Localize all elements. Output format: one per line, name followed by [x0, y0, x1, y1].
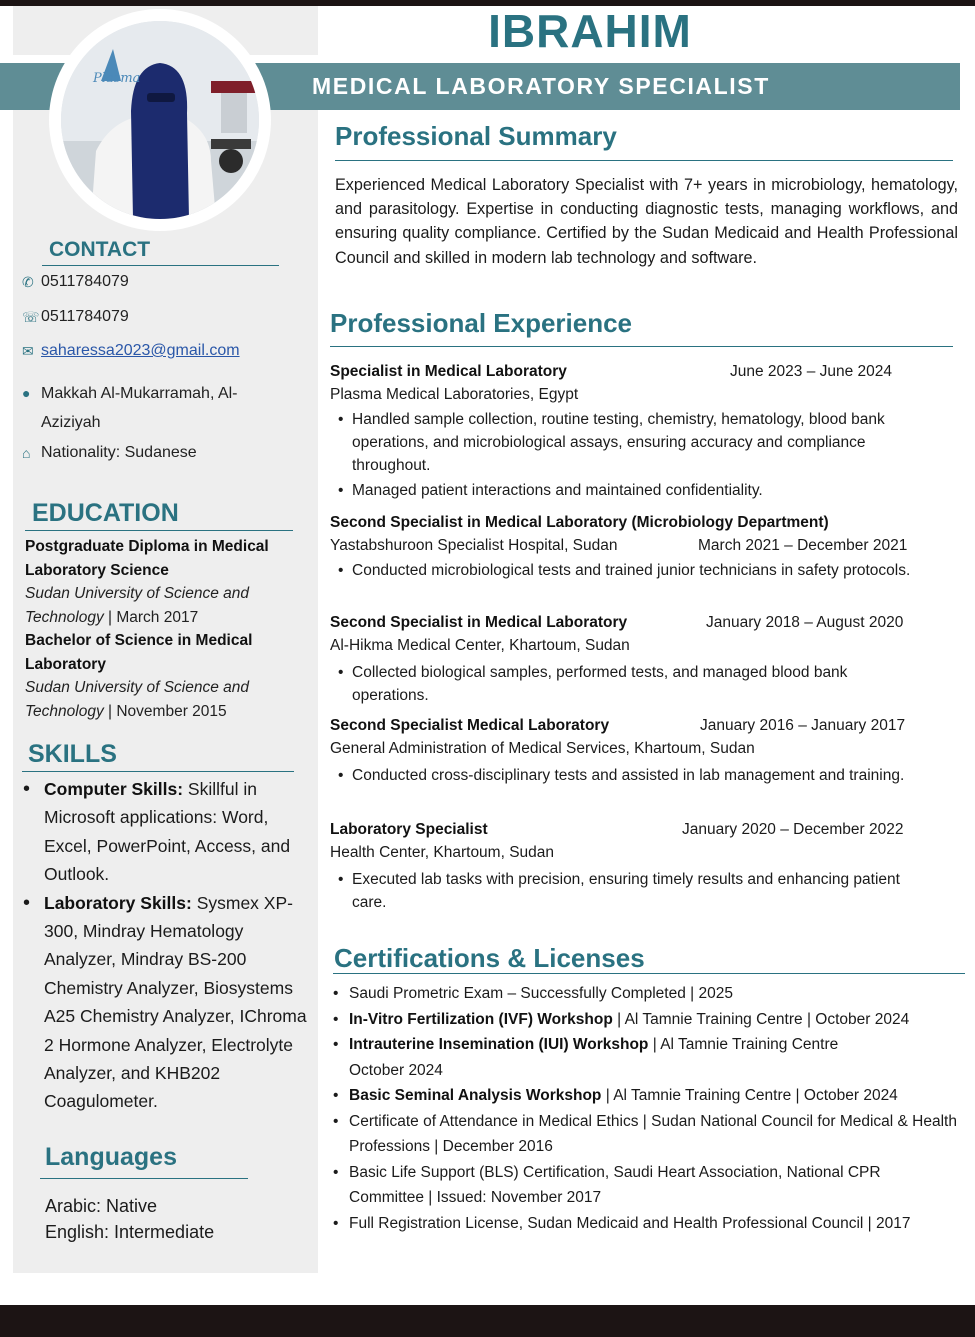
job-bullet: • Collected biological samples, performed tests, and managed blood bank operations.: [330, 661, 915, 707]
certification-item: [333, 981, 963, 1007]
job-bullet: • Conducted microbiological tests and trained junior technicians in safety protocols.: [330, 559, 915, 582]
job-organization: Yastabshuroon Specialist Hospital, Sudan: [330, 537, 618, 554]
certification-title: Basic Seminal Analysis Workshop: [349, 1087, 602, 1104]
skill-item: [22, 889, 312, 1116]
education-degree: Bachelor of Science in Medical Laboratory: [25, 632, 253, 673]
education-institution: Sudan University of Science and Technology: [25, 585, 250, 626]
education-institution-line: [25, 676, 300, 723]
education-institution: Sudan University of Science and Technology: [25, 679, 250, 720]
job-date: March 2021 – December 2021: [698, 537, 908, 554]
job-date: January 2018 – August 2020: [706, 614, 904, 631]
certification-item: [333, 1007, 963, 1033]
education-date: | November 2015: [108, 702, 227, 720]
contact-address: [22, 383, 238, 437]
languages-heading: Languages: [45, 1143, 177, 1171]
job-entry: [330, 714, 940, 787]
address-line-1: Makkah Al-Mukarramah, Al-: [41, 385, 238, 402]
contact-heading-rule: [42, 265, 279, 266]
job-title: Second Specialist in Medical Laboratory (Microbiology Department): [330, 514, 829, 531]
job-date: June 2023 – June 2024: [730, 363, 893, 380]
education-degree: Postgraduate Diploma in Medical Laboratory Science: [25, 538, 269, 579]
certification-title: Intrauterine Insemination (IUI) Workshop: [349, 1036, 649, 1053]
photo-brand-text: Plasma: [93, 71, 141, 86]
location-pin-icon: ●: [22, 385, 31, 401]
job-bullet: • Handled sample collection, routine testing, chemistry, hematology, blood bank operations, and microbiological assays, ensuring accuracy and compliance throughout.: [330, 408, 910, 477]
job-entry: [330, 511, 940, 582]
job-bullet: • Managed patient interactions and maintained confidentiality.: [330, 479, 910, 502]
job-title: Specialist in Medical Laboratory: [330, 363, 567, 380]
job-title-banner: MEDICAL LABORATORY SPECIALIST: [312, 73, 770, 99]
contact-phone: [22, 272, 129, 292]
home-icon: ⌂: [22, 445, 31, 461]
skill-label: Computer Skills:: [44, 779, 184, 799]
certification-details: Basic Life Support (BLS) Certification, Saudi Heart Association, National CPR Committee | Issued: November 2017: [349, 1163, 881, 1206]
profile-photo: [61, 21, 259, 219]
nationality-text: Nationality: Sudanese: [41, 444, 197, 461]
skills-list: [22, 775, 312, 1116]
contact-heading: CONTACT: [49, 238, 151, 261]
skills-heading-rule: [22, 771, 294, 772]
certifications-heading-rule: [333, 973, 965, 974]
certification-details: Full Registration License, Sudan Medicaid and Health Professional Council | 2017: [349, 1214, 911, 1232]
certifications-list: [333, 981, 963, 1236]
skill-label: Laboratory Skills:: [44, 892, 192, 913]
whatsapp-number[interactable]: 0511784079: [41, 308, 129, 325]
job-entry: [330, 360, 940, 502]
certification-item: [333, 1109, 963, 1160]
job-entry: [330, 818, 940, 914]
education-item: [25, 629, 300, 723]
education-item: [25, 535, 300, 629]
contact-nationality: [22, 443, 197, 463]
email-link[interactable]: saharessa2023@gmail.com: [41, 342, 240, 359]
skill-text: Skillful in Microsoft applications: Word, Excel, PowerPoint, Access, and Outlook.: [44, 779, 291, 885]
bottom-border: [0, 1305, 975, 1337]
job-bullet: • Conducted cross-disciplinary tests and assisted in lab management and training.: [330, 764, 915, 787]
skill-text: Sysmex XP-300, Mindray Hematology Analyzer, Mindray BS-200 Chemistry Analyzer, Biosystems A25 Chemistry Analyzer, IChroma 2 Hormone Analyzer, Electrolyte Analyzer, and KHB202 Coagulometer.: [44, 892, 307, 1112]
experience-heading: Professional Experience: [330, 308, 633, 338]
certification-details: Saudi Prometric Exam – Successfully Completed | 2025: [349, 985, 733, 1002]
profile-photo-illustration: [61, 21, 259, 219]
job-bullet: • Executed lab tasks with precision, ensuring timely results and enhancing patient care.: [330, 868, 915, 914]
languages-list: [45, 1193, 214, 1245]
education-date: | March 2017: [108, 608, 199, 626]
education-heading: EDUCATION: [32, 499, 179, 527]
certification-title: In-Vitro Fertilization (IVF) Workshop: [349, 1010, 613, 1028]
summary-heading-rule: [335, 160, 953, 161]
certification-details: | Al Tamnie Training Centre October 2024: [349, 1036, 839, 1079]
language-item: Arabic: Native: [45, 1196, 158, 1216]
certification-item: [333, 1032, 889, 1083]
email-icon: ✉: [22, 343, 34, 359]
job-entry: [330, 611, 940, 707]
profile-photo-frame: [49, 9, 271, 231]
education-heading-rule: [25, 530, 293, 531]
address-line-2: Aziziyah: [41, 414, 101, 431]
job-date: January 2016 – January 2017: [700, 717, 906, 734]
certification-item: [333, 1211, 963, 1237]
job-organization: General Administration of Medical Services, Khartoum, Sudan: [330, 740, 755, 757]
job-title: Second Specialist Medical Laboratory: [330, 717, 610, 734]
summary-heading: Professional Summary: [335, 121, 617, 151]
skills-heading: SKILLS: [28, 740, 117, 768]
language-item: English: Intermediate: [45, 1222, 215, 1242]
languages-heading-rule: [40, 1178, 248, 1179]
certifications-heading: Certifications & Licenses: [334, 943, 645, 973]
job-organization: Health Center, Khartoum, Sudan: [330, 844, 555, 861]
job-title: Laboratory Specialist: [330, 821, 488, 838]
certification-details: | Al Tamnie Training Centre | October 2024: [612, 1010, 910, 1028]
certification-details: Certificate of Attendance in Medical Ethics | Sudan National Council for Medical & Health Professions | December 2016: [349, 1112, 957, 1155]
phone-icon: ✆: [22, 274, 34, 290]
contact-email: [22, 341, 240, 361]
certification-item: [333, 1083, 963, 1109]
summary-text: Experienced Medical Laboratory Specialist with 7+ years in microbiology, hematology, and parasitology. Expertise in conducting diagnostic tests, managing workflows, and ensuring quality compliance. Certified by the Sudan Medicaid and Health Professional Council and skilled in modern lab technology and software.: [335, 176, 958, 267]
job-title: Second Specialist in Medical Laboratory: [330, 614, 628, 631]
phone-number[interactable]: 0511784079: [41, 273, 129, 290]
candidate-name: IBRAHIM: [488, 5, 692, 57]
certification-details: | Al Tamnie Training Centre | October 2024: [601, 1087, 898, 1104]
whatsapp-icon: ☏: [22, 309, 40, 325]
skill-item: [22, 775, 312, 889]
job-date: January 2020 – December 2022: [682, 821, 904, 838]
education-list: [25, 535, 300, 723]
experience-heading-rule: [330, 346, 953, 347]
job-organization: Plasma Medical Laboratories, Egypt: [330, 386, 579, 403]
certification-item: [333, 1160, 924, 1211]
contact-whatsapp: [22, 307, 129, 327]
education-institution-line: [25, 582, 300, 629]
job-organization: Al-Hikma Medical Center, Khartoum, Sudan: [330, 637, 630, 654]
